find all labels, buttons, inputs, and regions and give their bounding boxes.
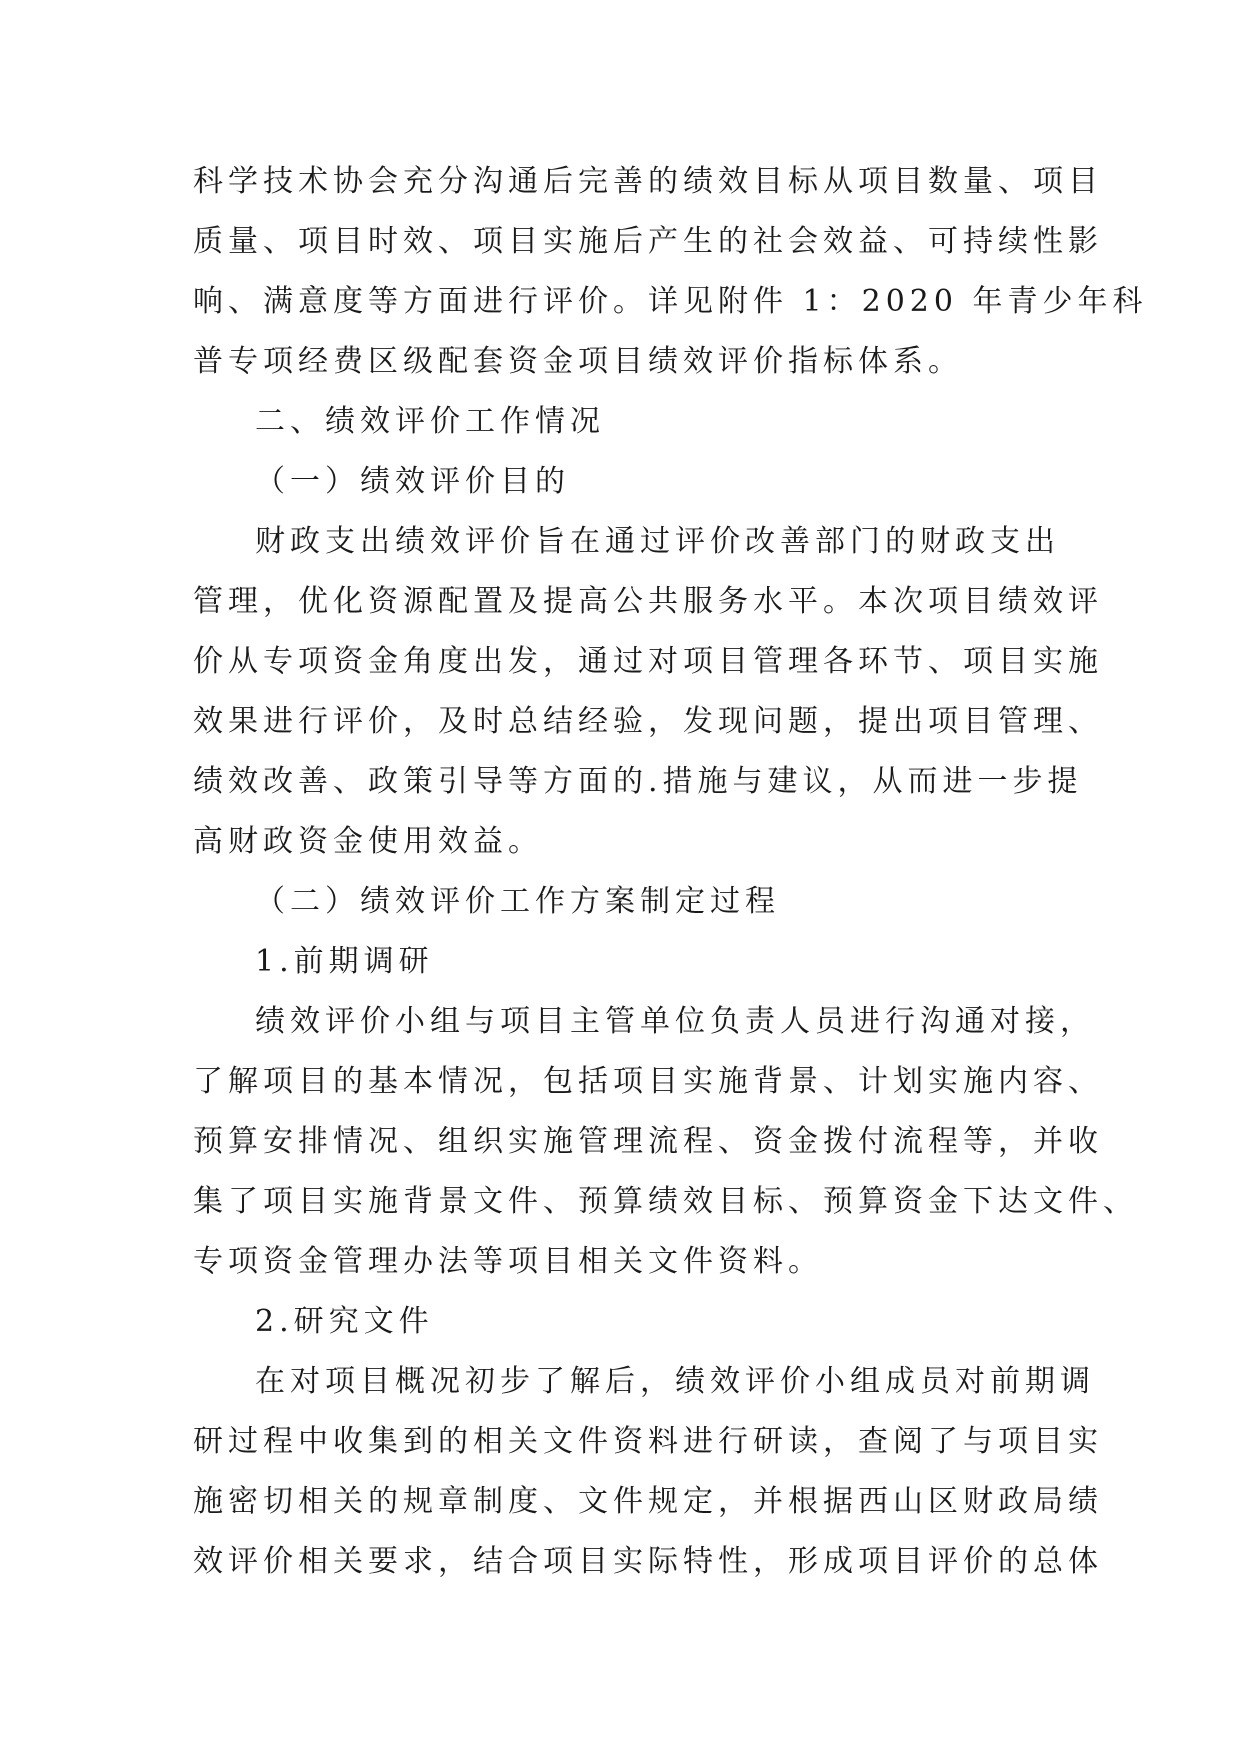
section-heading: 二、绩效评价工作情况 bbox=[255, 404, 605, 439]
text-line: 科学技术协会充分沟通后完善的绩效目标从项目数量、项目 bbox=[193, 164, 1103, 199]
text-line: 高财政资金使用效益。 bbox=[193, 824, 543, 859]
text-line: 集了项目实施背景文件、预算绩效目标、预算资金下达文件、 bbox=[193, 1184, 1138, 1219]
text-line: 质量、项目时效、项目实施后产生的社会效益、可持续性影 bbox=[193, 224, 1103, 259]
item-heading: 1.前期调研 bbox=[255, 944, 434, 979]
text-line: 了解项目的基本情况，包括项目实施背景、计划实施内容、 bbox=[193, 1064, 1103, 1099]
text-line: 绩效改善、政策引导等方面的.措施与建议，从而进一步提 bbox=[193, 764, 1083, 799]
text-line: 普专项经费区级配套资金项目绩效评价指标体系。 bbox=[193, 344, 963, 379]
subsection-heading: （二）绩效评价工作方案制定过程 bbox=[255, 884, 780, 919]
text-line: 预算安排情况、组织实施管理流程、资金拨付流程等，并收 bbox=[193, 1124, 1103, 1159]
text-line: 响、满意度等方面进行评价。详见附件 1：2020 年青少年科 bbox=[193, 284, 1148, 319]
text-line: 效果进行评价，及时总结经验，发现问题，提出项目管理、 bbox=[193, 704, 1103, 739]
text-line: 施密切相关的规章制度、文件规定，并根据西山区财政局绩 bbox=[193, 1484, 1103, 1519]
paragraph-start: 绩效评价小组与项目主管单位负责人员进行沟通对接， bbox=[255, 1004, 1095, 1039]
item-heading: 2.研究文件 bbox=[255, 1304, 434, 1339]
text-line: 管理，优化资源配置及提高公共服务水平。本次项目绩效评 bbox=[193, 584, 1103, 619]
subsection-heading: （一）绩效评价目的 bbox=[255, 464, 570, 499]
paragraph-start: 在对项目概况初步了解后，绩效评价小组成员对前期调 bbox=[255, 1364, 1095, 1399]
text-line: 价从专项资金角度出发，通过对项目管理各环节、项目实施 bbox=[193, 644, 1103, 679]
text-line: 研过程中收集到的相关文件资料进行研读，查阅了与项目实 bbox=[193, 1424, 1103, 1459]
text-line: 效评价相关要求，结合项目实际特性，形成项目评价的总体 bbox=[193, 1544, 1103, 1579]
paragraph-start: 财政支出绩效评价旨在通过评价改善部门的财政支出 bbox=[255, 524, 1060, 559]
text-line: 专项资金管理办法等项目相关文件资料。 bbox=[193, 1244, 823, 1279]
document-body bbox=[193, 152, 1148, 1592]
